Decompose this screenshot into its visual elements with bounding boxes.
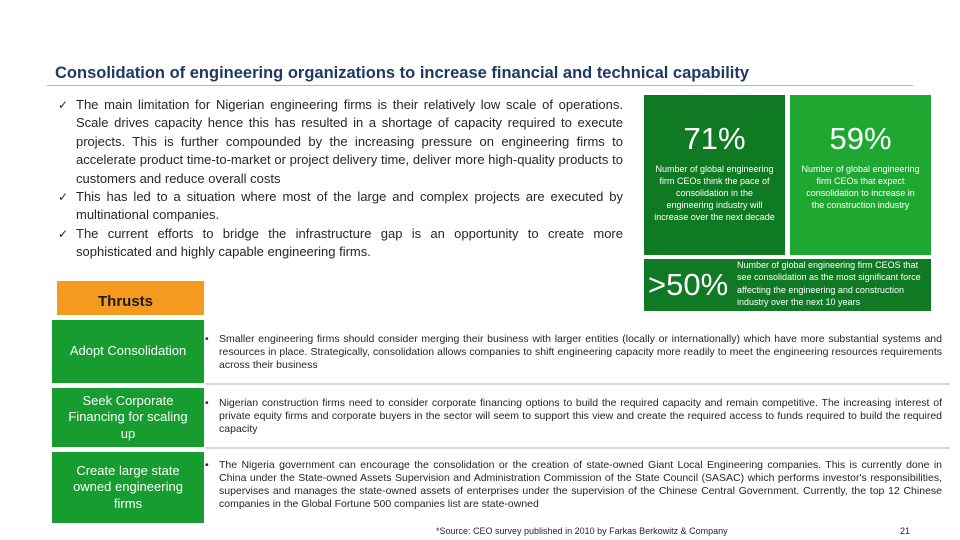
title-underline [47,85,913,86]
stat-value: 71% [683,121,746,156]
stat-description: Number of global engineering firm CEOs that expect consolidation to increase in the construction industry [801,164,920,210]
bullet-dot-icon: • [205,333,209,345]
checkmark-icon: ✓ [58,190,69,205]
bullet-dot-icon: • [205,397,209,409]
thrust-description: The Nigeria government can encourage the consolidation or the creation of state-owned Giant Local Engineering companies. This is currently done in China under the State-owned Assets Supervision and Administration Commission of the State Council (SASAC) which performs investor's responsibilities, supervises and manages the state-owned assets of enterprises under the supervision of the Chinese Central Government. Currently, the top 12 Chinese companies in the Global Fortune 500 companies list are state-owned [219,459,942,510]
stat-description: Number of global engineering firm CEOS that see consolidation as the most significant force affecting the engineering and construction industry over the next 10 years [737,260,921,307]
stat-card-50 [644,259,931,311]
stat-value: >50% [648,267,729,302]
bullet-item [58,96,623,188]
thrust-row-consolidation [205,333,950,385]
checkmark-icon: ✓ [58,226,69,241]
bullet-text: The current efforts to bridge the infrastructure gap is an opportunity to create more sophisticated and highly capable engineering firms. [76,225,623,260]
thrust-label: Seek Corporate Financing for scaling up [68,392,188,441]
bullet-text: This has led to a situation where most of the large and complex projects are executed by multinational companies. [76,189,623,223]
thrust-label-consolidation [52,320,204,383]
stat-description: Number of global engineering firm CEOs think the pace of consolidation in the engineering industry will increase over the next decade [654,164,775,222]
thrusts-header [57,281,204,315]
thrust-description: Nigerian construction firms need to consider corporate financing options to build the required capacity and remain competitive. The increasing interest of private equity firms and corporate buyers in the sector will seem to support this view and create the required access to funds required to build the required capacity [219,397,942,435]
thrust-label: Adopt Consolidation [69,343,187,359]
thrust-row-state-owned [205,459,950,517]
stat-value: 59% [829,121,892,156]
intro-bullets [58,96,623,262]
thrust-row-financing [205,397,950,449]
thrust-label-state-owned [52,452,204,523]
bullet-item [58,188,623,225]
thrust-description: Smaller engineering firms should consider merging their business with larger entities (locally or internationally) which have more substantial systems and resources in place. Strategically, consolidation allows companies to shift engineering capacity more readily to meet the engineering resources requirements across their business [219,333,942,371]
thrusts-label: Thrusts [98,293,154,310]
source-footnote: *Source: CEO survey published in 2010 by Farkas Berkowitz & Company [436,526,728,536]
stat-card-71 [644,95,785,255]
bullet-item [58,225,623,262]
checkmark-icon: ✓ [58,98,69,112]
thrust-label-financing [52,388,204,447]
thrust-label: Create large state owned engineering firms [73,462,183,511]
stat-card-59 [790,95,931,255]
bullet-text: The main limitation for Nigerian engineering firms is their relatively low scale of operations. Scale drives capacity hence this has resulted in a shortage of capacity required to execute projects. This is further compounded by the increasing pressure on engineering firms to accelerate product time-to-market or project delivery time, deliver more high-quality products to customers and reduce overall costs [76,97,623,186]
bullet-dot-icon: • [205,459,209,471]
page-number: 21 [900,526,911,536]
slide-title: Consolidation of engineering organizations to increase financial and technical capability [55,64,750,82]
